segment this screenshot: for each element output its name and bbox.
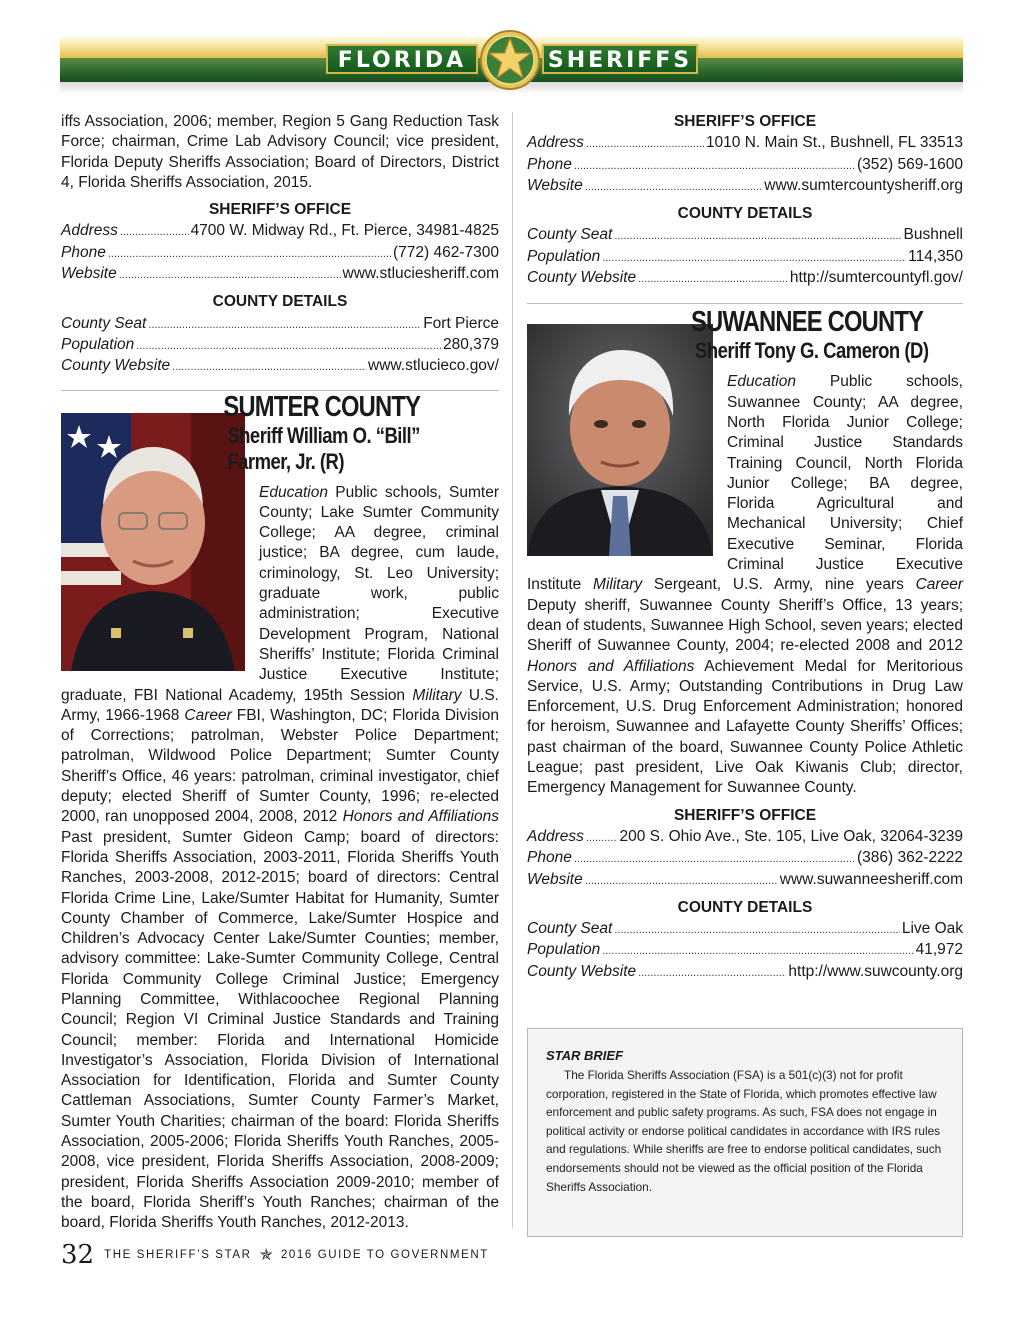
office-phone-row xyxy=(61,243,499,264)
right-column xyxy=(527,112,963,983)
sheriffs-office-heading: SHERIFF’S OFFICE xyxy=(208,201,352,219)
county-seat-row xyxy=(61,314,499,335)
honors-label: Honors and Affiliations xyxy=(527,657,695,675)
population-row xyxy=(527,247,963,268)
military-label: Military xyxy=(593,576,643,594)
address-label: Address xyxy=(527,827,584,845)
county-website-value: http://www.suwcounty.org xyxy=(788,962,963,980)
military-text: Sergeant, U.S. Army, nine years xyxy=(642,576,916,594)
county-seat-row xyxy=(527,225,963,246)
county-website-label: County Website xyxy=(61,357,171,375)
page-footer xyxy=(61,1240,489,1270)
county-seat-row xyxy=(527,919,963,940)
office-website-row xyxy=(527,870,963,891)
population-value: 280,379 xyxy=(442,335,499,353)
sheriffs-office-heading: SHERIFF’S OFFICE xyxy=(673,806,817,824)
county-website-label: County Website xyxy=(527,962,637,980)
county-website-row xyxy=(527,962,963,983)
phone-value: (352) 569-1600 xyxy=(857,155,963,173)
population-label: Population xyxy=(527,247,601,265)
star-brief-box xyxy=(527,1028,963,1237)
office-address-row xyxy=(527,133,963,154)
county-website-row xyxy=(61,356,499,377)
county-seat-label: County Seat xyxy=(527,920,613,938)
county-website-row xyxy=(527,268,963,289)
county-seat-value: Bushnell xyxy=(903,226,963,244)
publication-name: THE SHERIFF’S STAR xyxy=(104,1249,252,1261)
suwannee-sheriff-name: Sheriff Tony G. Cameron (D) xyxy=(695,338,929,364)
population-row xyxy=(61,335,499,356)
education-text: Public schools, Suwannee County; AA degree, North Florida Junior College; Criminal Justice Standards Training Council, North Florida Junior College; BA degree, Florida Agricultural and Mechanical University; Chief Executive Seminar, Florida Criminal Justice Executive Institute xyxy=(527,373,963,594)
military-text: U.S. Army, 1966-1968 xyxy=(61,686,499,724)
county-details-heading: COUNTY DETAILS xyxy=(677,898,813,916)
county-website-value: www.stlucieco.gov/ xyxy=(368,357,499,375)
office-website-row xyxy=(527,176,963,197)
star-brief-body: The Florida Sheriffs Association (FSA) is a 501(c)(3) not for profit corporation, registered in the State of Florida, which promotes effective law enforcement and public safety programs. As such, FSA does not engage in political activity or endorse political candidates in accordance with IRS rules and regulations. While sheriffs are free to endorse political candidates, such endorsements should not be viewed as the official position of the Florida Sheriffs Association. xyxy=(546,1068,942,1194)
population-label: Population xyxy=(527,941,601,959)
honors-text: Achievement Medal for Meritorious Service, U.S. Army; Outstanding Contributions in Drug Law Enforcement, U.S. Drug Enforcement Administration; honored for heroism, Suwannee and Lafayette County Sheriffs’ Offices; past chairman of the board, Suwannee County Police Athletic League; past president, Live Oak Kiwanis Club; director, Emergency Management for Suwannee County. xyxy=(527,657,963,797)
county-website-label: County Website xyxy=(527,269,637,287)
county-details-heading: COUNTY DETAILS xyxy=(212,293,348,311)
county-seat-value: Live Oak xyxy=(901,920,963,938)
website-value: www.stluciesheriff.com xyxy=(342,265,499,283)
website-value: www.sumtercountysheriff.org xyxy=(764,176,963,194)
header-banner xyxy=(60,36,963,94)
county-seat-label: County Seat xyxy=(61,314,147,332)
address-label: Address xyxy=(527,134,584,152)
suwannee-county-name: SUWANNEE COUNTY xyxy=(691,306,924,339)
phone-label: Phone xyxy=(61,243,106,261)
education-text: Public schools, Sumter County; Lake Sumter Community College; AA degree, criminal justice; BA degree, cum laude, criminology, St. Leo University; graduate work, public administration; Executive Development Program, National Sheriffs’ Institute; Florida Criminal Justice Executive Institute; graduate, FBI National Academy, 195th Session xyxy=(61,483,499,704)
office-phone-row xyxy=(527,848,963,869)
county-seat-label: County Seat xyxy=(527,226,613,244)
star-outline-icon: ✯ xyxy=(259,1247,273,1264)
honors-label: Honors and Affiliations xyxy=(342,808,499,826)
section-divider xyxy=(527,303,963,304)
continued-bio-text: iffs Association, 2006; member, Region 5 Gang Reduction Task Force; chairman, Crime Lab Advisory Council; vice president, Florida Deputy Sheriffs Association; Board of Directors, District 4, Florida Sheriffs Association, 2015. xyxy=(61,113,499,191)
address-value: 200 S. Ohio Ave., Ste. 105, Live Oak, 32064-3239 xyxy=(619,827,963,845)
phone-label: Phone xyxy=(527,849,572,867)
website-label: Website xyxy=(61,265,117,283)
page-number: 32 xyxy=(61,1240,95,1270)
badge-star-icon xyxy=(478,28,542,92)
banner-word-florida: FLORIDA xyxy=(326,44,478,74)
phone-label: Phone xyxy=(527,155,572,173)
population-row xyxy=(527,940,963,961)
population-value: 114,350 xyxy=(908,247,963,265)
sumter-county-name: SUMTER COUNTY xyxy=(223,390,421,423)
column-divider xyxy=(512,112,513,1228)
star-brief-title: STAR BRIEF xyxy=(546,1048,624,1063)
military-label: Military xyxy=(412,686,462,704)
office-address-row xyxy=(527,827,963,848)
left-column xyxy=(61,112,499,1234)
address-label: Address xyxy=(61,222,118,240)
county-details-heading: COUNTY DETAILS xyxy=(677,205,813,223)
phone-value: (772) 462-7300 xyxy=(393,243,499,261)
sheriffs-office-heading: SHERIFF’S OFFICE xyxy=(673,113,817,130)
population-value: 41,972 xyxy=(915,941,963,959)
phone-value: (386) 362-2222 xyxy=(857,849,963,867)
sumter-sheriff-name-line2: Farmer, Jr. (R) xyxy=(227,448,345,474)
career-text: FBI, Washington, DC; Florida Division of Corrections; patrolman, Webster Police Department; patrolman, Wildwood Police Department; Sumter County Sheriff’s Office, 46 years: patrolman, criminal investigator, chief deputy; elected Sheriff of Sumter County, 1996; re-elected 2000, ran unopposed 2004, 2008, 2012 xyxy=(61,706,499,826)
sumter-sheriff-name-line1: Sheriff William O. “Bill” xyxy=(227,422,420,448)
career-text: Deputy sheriff, Suwannee County Sheriff’s Office, 13 years; dean of students, Suwannee High School, seven years; elected Sheriff of Suwannee County, 2004; re-elected 2008 and 2012 xyxy=(527,596,963,655)
education-label: Education xyxy=(727,373,796,391)
publication-subtitle: 2016 GUIDE TO GOVERNMENT xyxy=(280,1249,489,1261)
office-website-row xyxy=(61,264,499,285)
address-value: 1010 N. Main St., Bushnell, FL 33513 xyxy=(705,134,963,152)
website-label: Website xyxy=(527,176,583,194)
office-phone-row xyxy=(527,155,963,176)
banner-word-sheriffs: SHERIFFS xyxy=(542,44,698,74)
county-website-value: http://sumtercountyfl.gov/ xyxy=(789,269,963,287)
honors-text: Past president, Sumter Gideon Camp; board of directors: Florida Sheriffs Association, 2003-2011, Florida Sheriffs Youth Ranches, 2003-2008, 2012-2015; board of directors: Central Florida Crime Line, Lake/Sumter Habitat for Humanity, Sumter County Chamber of Commerce, Lake/Sumter Hospice and Children’s Advocacy Center Lake/Sumter Counties; member, advisory committee: Lake-Sumter Community College, Central Florida Community College Criminal Justice; Emergency Planning Committee, Withlacoochee Regional Planning Council; Region VI Criminal Justice Standards and Training Council; member: Florida and International Homicide Investigator’s Association, Florida Division of International Association for Identification, Florida and Sumter County Cattleman Associations, Sumter County Farmer’s Market, Sumter Youth Charities; chairman of the board: Florida Sheriffs Association, 2005-2006; Florida Sheriffs Youth Ranches, 2005-2008, vice president, Florida Sheriffs Association, 2008-2009; president, Florida Sheriffs Association 2009-2010; member of the board, Florida Sheriff’s Youth Ranches; chairman of the board, Florida Sheriffs Youth Ranches, 2012-2013. xyxy=(61,828,499,1232)
education-label: Education xyxy=(259,483,328,501)
county-seat-value: Fort Pierce xyxy=(423,314,499,332)
career-label: Career xyxy=(184,706,232,724)
address-value: 4700 W. Midway Rd., Ft. Pierce, 34981-4825 xyxy=(190,222,499,240)
website-label: Website xyxy=(527,870,583,888)
career-label: Career xyxy=(915,576,963,594)
office-address-row xyxy=(61,221,499,242)
website-value: www.suwanneesheriff.com xyxy=(779,870,963,888)
population-label: Population xyxy=(61,335,135,353)
